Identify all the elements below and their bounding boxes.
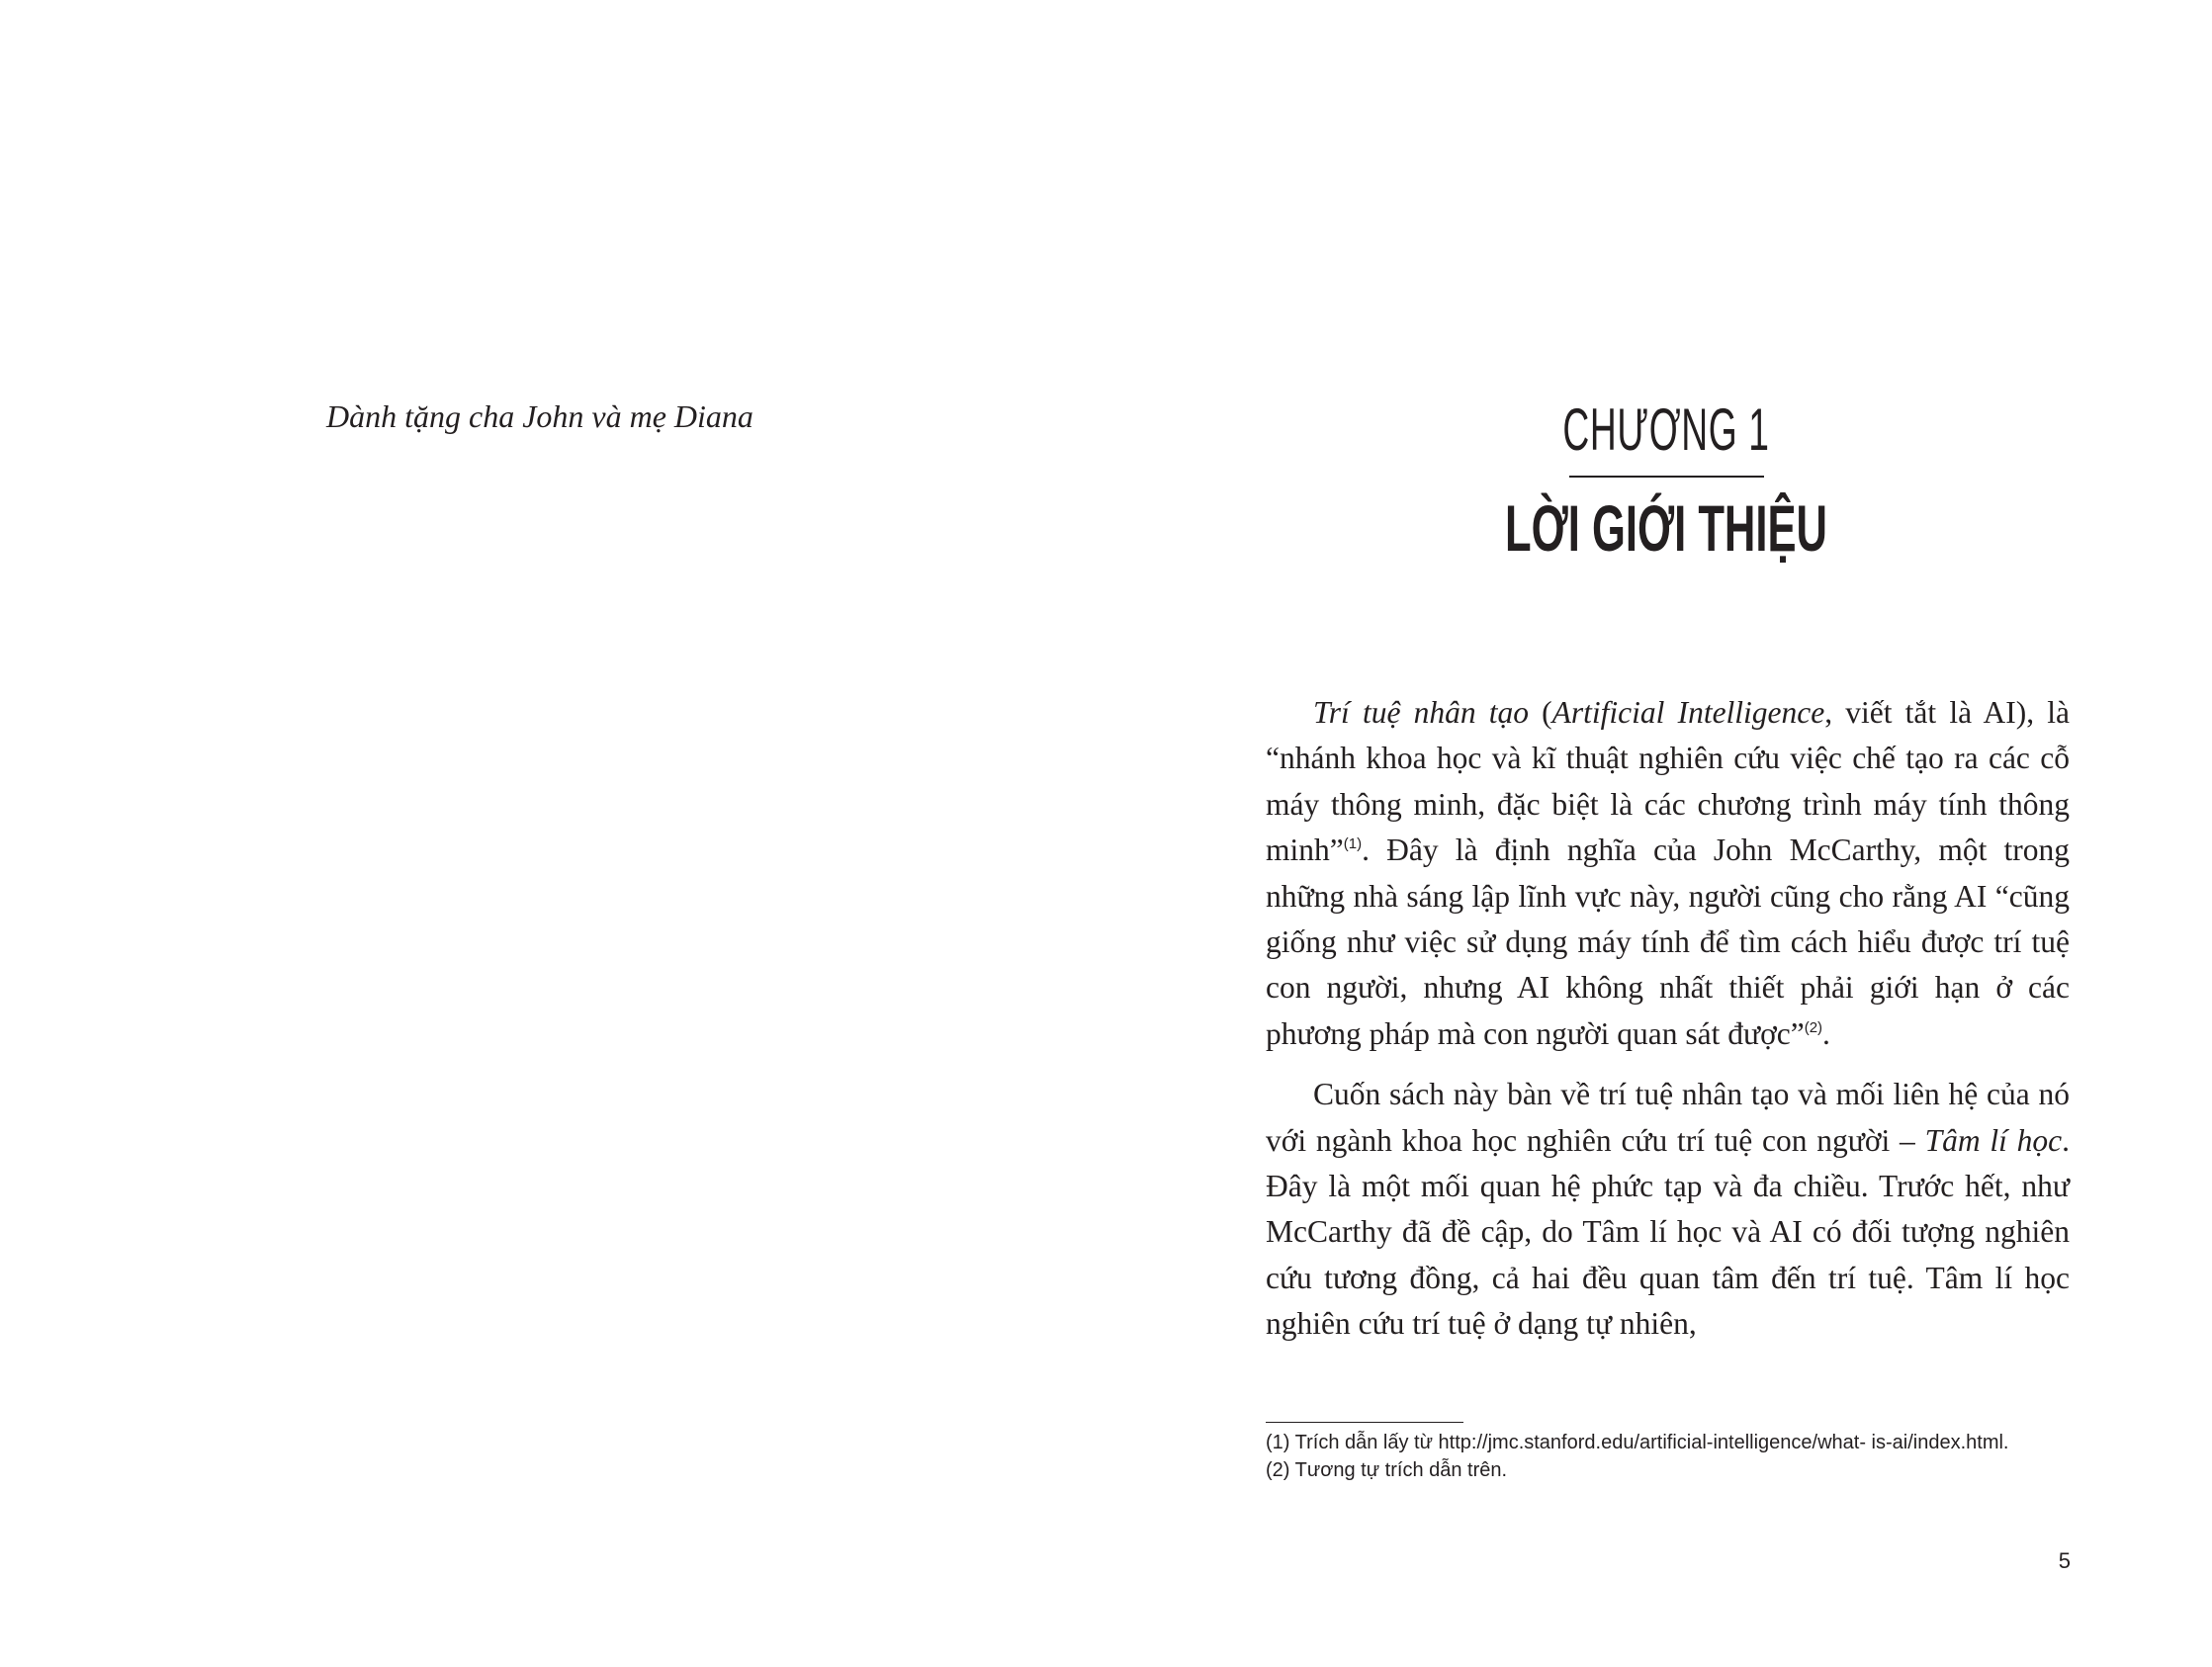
paragraph-1 (1266, 690, 2070, 1057)
footnote-ref-2: (2) (1804, 1018, 1823, 1036)
footnote-1: (1) Trích dẫn lấy từ http://jmc.stanford.edu/artificial-intelligence/what- is-ai/index.html. (1266, 1432, 2009, 1453)
chapter-heading (1315, 396, 2017, 565)
footnote-2: (2) Tương tự trích dẫn trên. (1266, 1459, 1508, 1481)
dedication-text: Dành tặng cha John và mẹ Diana (326, 398, 753, 434)
chapter-body (1266, 690, 2070, 1348)
paragraph-2 (1266, 1072, 2070, 1347)
paragraph-1-text-b: . Đây là định nghĩa của John McCarthy, một trong những nhà sáng lập lĩnh vực này, người cũng cho rằng AI “cũng giống như việc sử dụng máy tính để tìm cách hiểu được trí tuệ con người, nhưng AI không nhất thiết phải giới hạn ở các phương pháp mà con người quan sát được” (1266, 833, 2070, 1051)
footnotes (1266, 1429, 2086, 1484)
footnote-ref-1: (1) (1343, 835, 1363, 853)
chapter-title: LỜI GIỚI THIỆU (1505, 491, 1827, 565)
chapter-number: CHƯƠNG 1 (1562, 396, 1770, 463)
open-paren: ( (1529, 695, 1552, 730)
term-ai-en: Artificial Intelligence (1551, 695, 1825, 730)
paragraph-1-end: . (1822, 1015, 1830, 1051)
footnote-divider (1266, 1422, 1463, 1423)
term-ai-vi: Trí tuệ nhân tạo (1313, 695, 1530, 730)
paragraph-2-text-b: . Đây là một mối quan hệ phức tạp và đa chiều. Trước hết, như McCarthy đã đề cập, do Tâm lí học và AI có đối tượng nghiên cứu tương đồng, cả hai đều quan tâm đến trí tuệ. Tâm lí học nghiên cứu trí tuệ ở dạng tự nhiên, (1266, 1122, 2070, 1342)
paragraph-1-text-a: , viết tắt là AI), là “nhánh khoa học và kĩ thuật nghiên cứu việc chế tạo ra các cỗ máy thông minh, đặc biệt là các chương trình máy tính thông minh” (1266, 695, 2070, 868)
page-number: 5 (2058, 1548, 2071, 1573)
term-psychology: Tâm lí học (1924, 1122, 2063, 1158)
chapter-divider (1569, 476, 1764, 478)
paragraph-2-text-a: Cuốn sách này bàn về trí tuệ nhân tạo và mối liên hệ của nó với ngành khoa học nghiên cứu trí tuệ con người – (1266, 1077, 2070, 1158)
